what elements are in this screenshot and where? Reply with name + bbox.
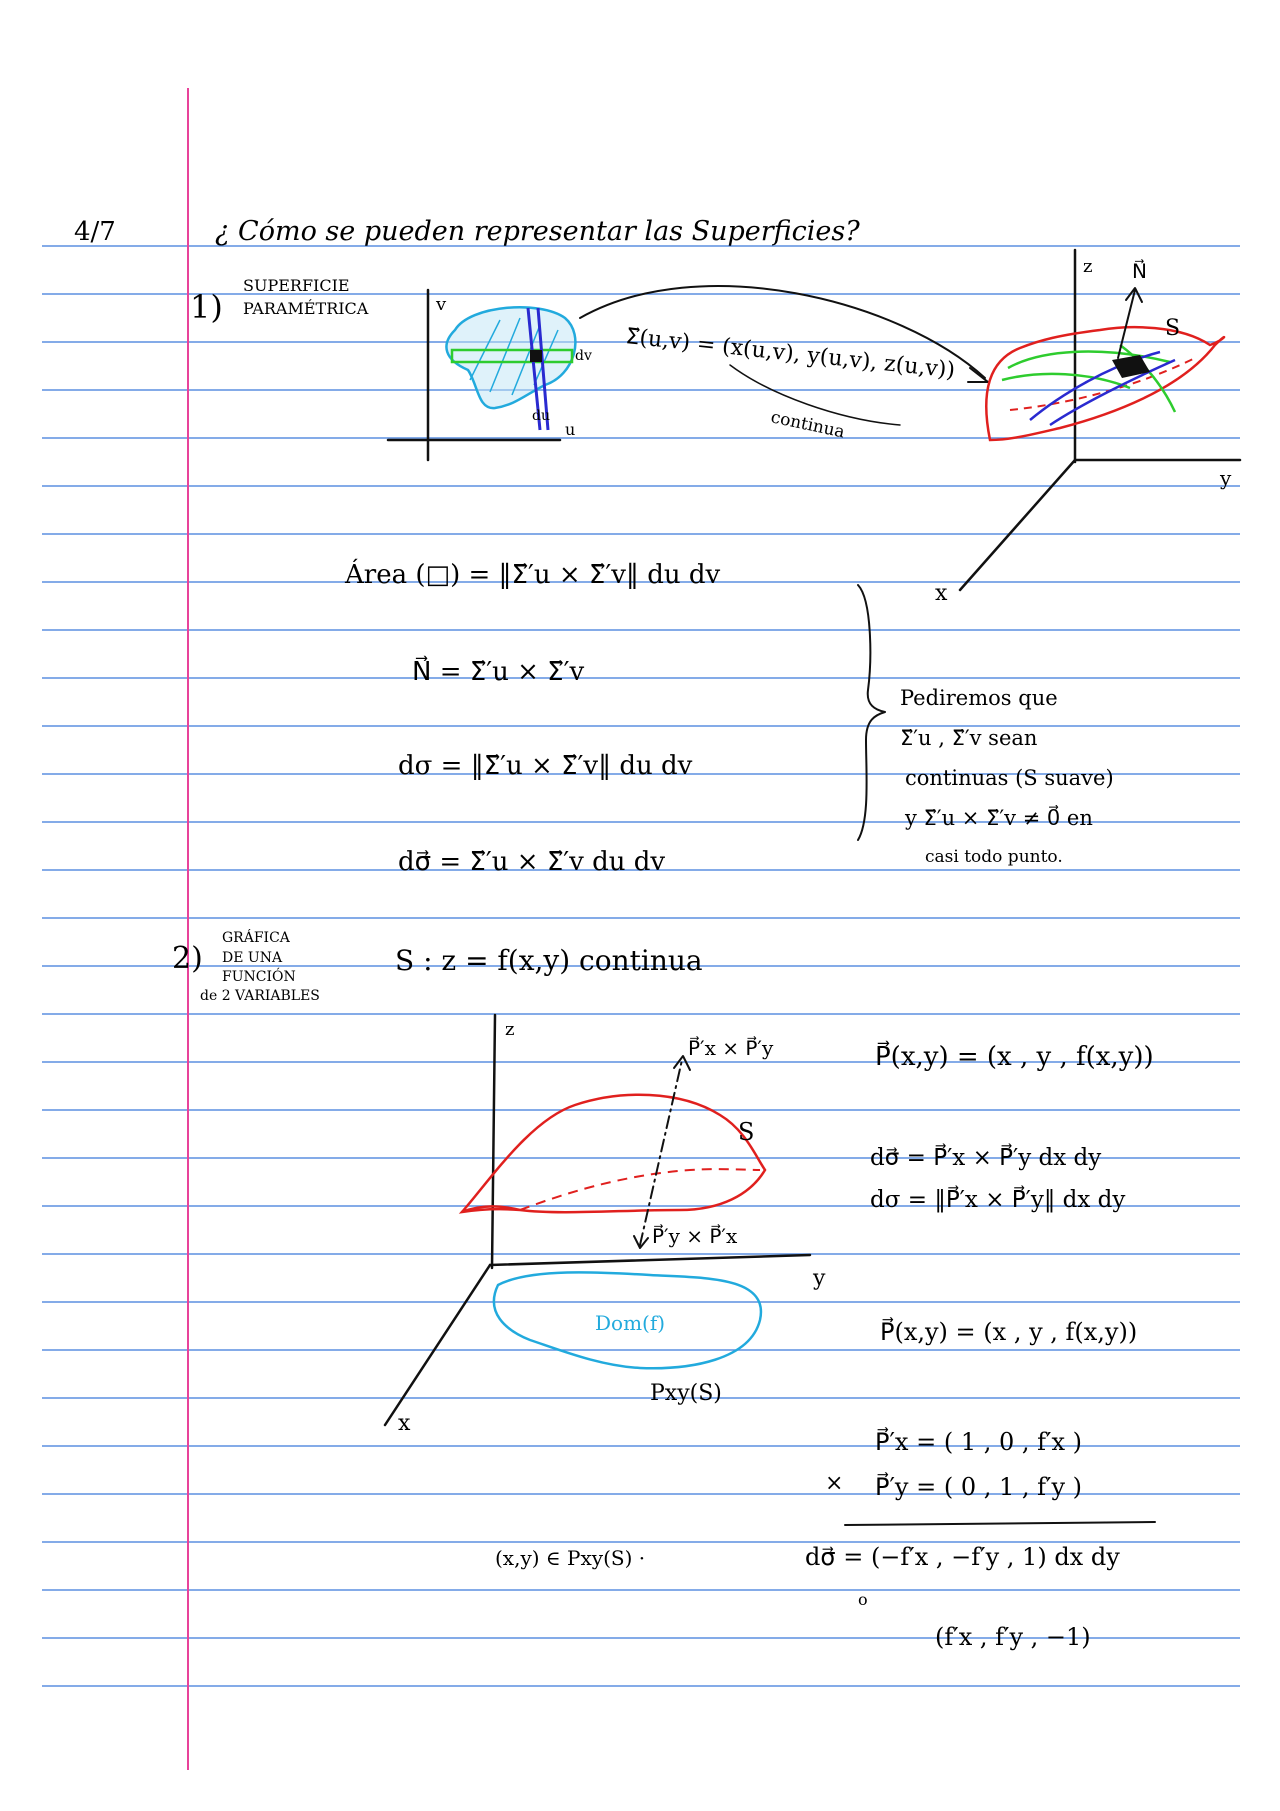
section1-heading-line2: PARAMÉTRICA (243, 299, 369, 318)
continua-label: continua (768, 407, 847, 443)
graph-y-label: y (813, 1266, 826, 1291)
param2-formula: P⃗(x,y) = (x , y , f(x,y)) (880, 1318, 1138, 1346)
z-axis-label: z (1083, 256, 1093, 277)
graph-y-axis (490, 1255, 810, 1265)
normal-label: N⃗ (1132, 259, 1147, 283)
green-curve-2 (1002, 374, 1130, 388)
note-line4: y Σ⃗′u × Σ⃗′v ≠ 0⃗ en (905, 806, 1093, 830)
graph-down-normal-label: P⃗′y × P⃗′x (652, 1224, 738, 1248)
note-line3: continuas (S suave) (905, 766, 1114, 790)
param1-formula: P⃗(x,y) = (x , y , f(x,y)) (875, 1042, 1154, 1072)
normal-formula: N⃗ = Σ⃗′u × Σ⃗′v (412, 657, 585, 687)
x-axis (960, 460, 1075, 590)
section2-heading-line3: FUNCIÓN (222, 969, 296, 985)
px-formula: P⃗′x = ( 1 , 0 , f′x ) (875, 1428, 1082, 1456)
uv-axis-v-label: v (436, 294, 447, 315)
surface-boundary (986, 327, 1224, 440)
y-axis-label: y (1220, 466, 1232, 490)
dsigma-vec-formula: dσ⃗ = Σ⃗′u × Σ⃗′v du dv (398, 847, 666, 877)
uv-axis-u-label: u (565, 420, 576, 439)
note-line1: Pediremos que (900, 686, 1058, 710)
graph-surface-boundary (462, 1095, 765, 1212)
dsigma-formula-2: dσ = ‖P⃗′x × P⃗′y‖ dx dy (870, 1187, 1126, 1213)
page-date: 4/7 (74, 217, 116, 247)
section2-heading-line1: GRÁFICA (222, 930, 290, 946)
uv-domain-region (446, 307, 575, 408)
graph-equation: S : z = f(x,y) continua (395, 944, 703, 977)
dsigma-vec-formula-2: dσ⃗ = P⃗′x × P⃗′y dx dy (870, 1145, 1102, 1171)
uv-plane (388, 290, 592, 460)
note-line2: Σ⃗′u , Σ⃗′v sean (900, 726, 1038, 750)
note-line5: casi todo punto. (925, 847, 1063, 867)
mapping-arrowhead (968, 368, 988, 382)
membership-label: (x,y) ∈ Pxy(S) · (495, 1546, 646, 1570)
uv-du-label: du (532, 408, 550, 424)
surface-s-label: S (1165, 316, 1181, 341)
section2-heading-line4: de 2 VARIABLES (200, 988, 320, 1004)
projection-label: Pxy(S) (650, 1381, 722, 1406)
py-formula: P⃗′y = ( 0 , 1 , f′y ) (875, 1473, 1083, 1501)
graph-x-axis (385, 1265, 490, 1425)
domain-label: Dom(f) (595, 1311, 666, 1335)
surface-dashed-trace (1010, 358, 1195, 410)
section1-number: 1) (190, 288, 223, 326)
graph-normal-line (640, 1060, 682, 1245)
surface-3d-parametric (935, 250, 1240, 606)
section2-heading-line2: DE UNA (222, 950, 283, 966)
graph-x-label: x (398, 1411, 411, 1436)
surface-3d-graph (385, 1015, 826, 1436)
dsigma-formula: dσ = ‖Σ⃗′u × Σ⃗′v‖ du dv (398, 751, 693, 781)
map-formula: Σ⃗(u,v) = (x(u,v), y(u,v), z(u,v)) (624, 324, 957, 384)
uv-area-element (530, 350, 542, 362)
or-label: o (858, 1590, 868, 1609)
page-title: ¿ Cómo se pueden representar las Superficies? (215, 216, 860, 247)
x-axis-label: x (935, 581, 948, 606)
graph-surface-label: S (738, 1118, 755, 1146)
section1-heading-line1: SUPERFICIE (243, 276, 350, 295)
product-rule-line (845, 1522, 1155, 1525)
times-sign: × (825, 1471, 844, 1496)
result-formula: dσ⃗ = (−f′x , −f′y , 1) dx dy (805, 1543, 1120, 1571)
graph-up-normal-label: P⃗′x × P⃗′y (688, 1036, 774, 1060)
result-alt-formula: (f′x , f′y , −1) (935, 1623, 1091, 1651)
area-formula: Área (□) = ‖Σ⃗′u × Σ⃗′v‖ du dv (345, 560, 721, 590)
right-brace (858, 585, 885, 840)
graph-z-axis (492, 1015, 495, 1268)
graph-z-label: z (505, 1019, 515, 1040)
section2-number: 2) (172, 941, 203, 976)
uv-dv-label: dv (575, 348, 592, 364)
